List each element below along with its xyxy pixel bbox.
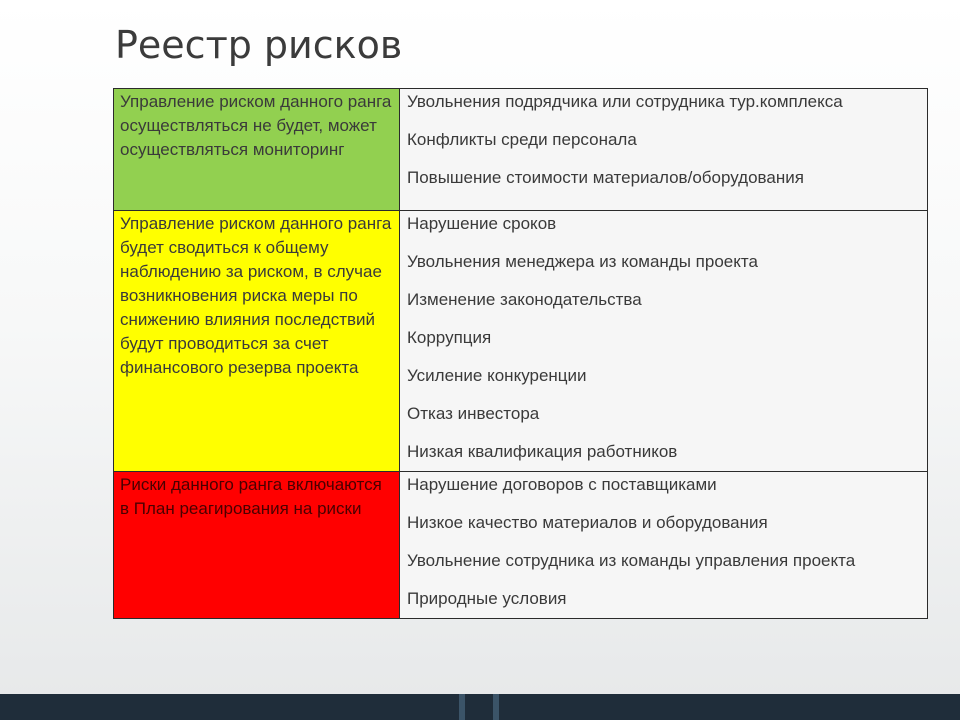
risk-item: Низкая квалификация работников (407, 442, 678, 461)
risk-list (407, 473, 927, 618)
risk-item: Нарушение сроков (407, 214, 557, 233)
risk-item: Увольнения подрядчика или сотрудника тур.комплекса (407, 92, 843, 111)
rank-description: Риски данного ранга включаются в План реагирования на риски (120, 475, 382, 518)
risk-item: Изменение законодательства (407, 290, 642, 309)
risk-list (407, 212, 927, 471)
risk-item: Коррупция (407, 328, 492, 347)
risk-register-table (113, 88, 928, 619)
rank-description: Управление риском данного ранга будет сводиться к общему наблюдению за риском, в случае возникновения риска меры по снижению влияния последствий будут проводиться за счет финансового резерва проекта (120, 214, 392, 377)
rank-description-cell-red (114, 472, 400, 619)
slide-title: Реестр рисков (115, 23, 403, 67)
table-row (114, 89, 928, 211)
risk-list (407, 90, 927, 197)
risk-list-cell (400, 211, 928, 472)
footer-accent-stripe (493, 694, 499, 720)
table-row (114, 211, 928, 472)
risk-list-cell (400, 472, 928, 619)
risk-item: Увольнение сотрудника из команды управления проекта (407, 551, 856, 570)
risk-item: Усиление конкуренции (407, 366, 587, 385)
risk-item: Конфликты среди персонала (407, 130, 637, 149)
risk-item: Нарушение договоров с поставщиками (407, 475, 717, 494)
risk-item: Низкое качество материалов и оборудования (407, 513, 768, 532)
risk-list-cell (400, 89, 928, 211)
risk-item: Природные условия (407, 589, 567, 608)
rank-description-cell-green (114, 89, 400, 211)
footer-accent-stripe (459, 694, 465, 720)
risk-item: Повышение стоимости материалов/оборудования (407, 168, 804, 187)
table-row (114, 472, 928, 619)
risk-item: Увольнения менеджера из команды проекта (407, 252, 758, 271)
rank-description-cell-yellow (114, 211, 400, 472)
rank-description: Управление риском данного ранга осуществляться не будет, может осуществляться мониторинг (120, 92, 392, 159)
risk-item: Отказ инвестора (407, 404, 540, 423)
footer-bar (0, 694, 960, 720)
